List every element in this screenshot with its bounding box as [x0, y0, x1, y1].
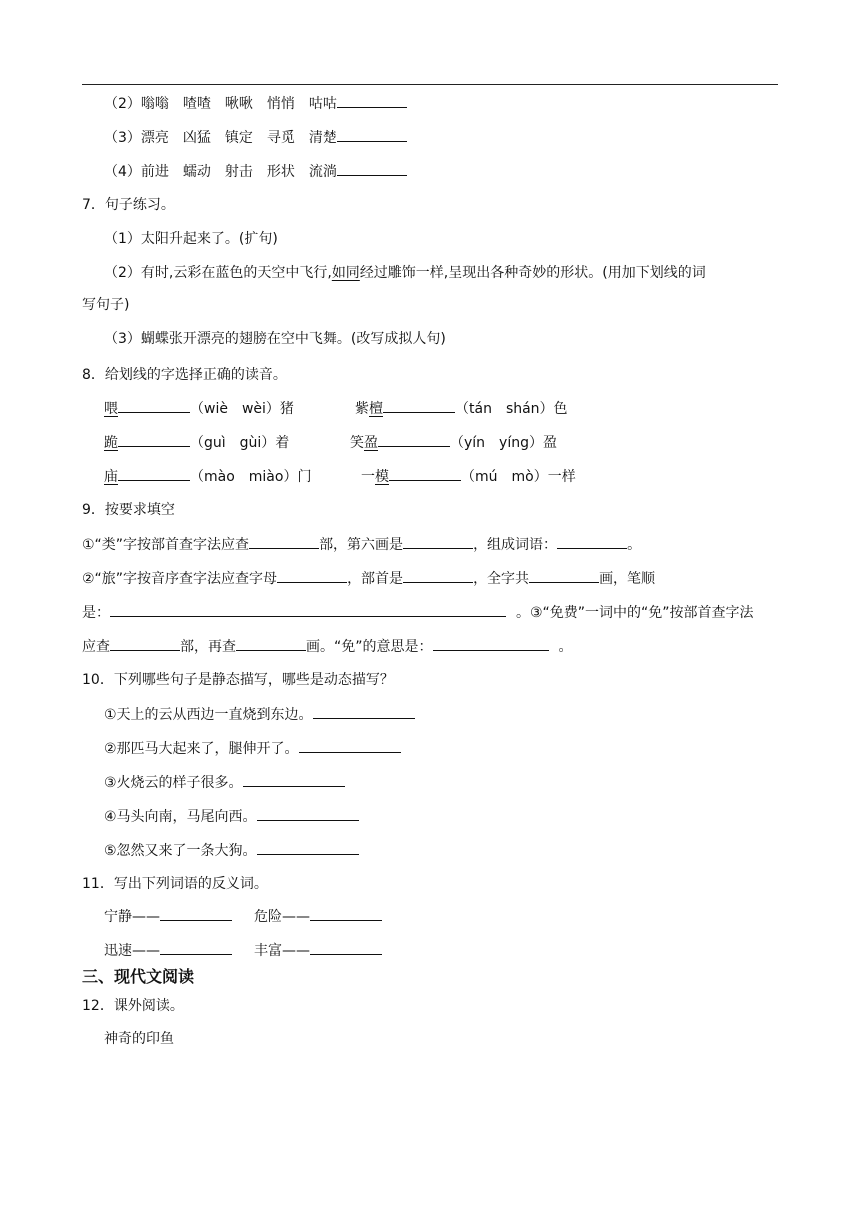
underlined-word: 如同 — [331, 265, 360, 281]
answer-blank[interactable] — [110, 602, 506, 617]
answer-blank[interactable] — [243, 772, 345, 787]
answer-blank[interactable] — [310, 940, 382, 955]
answer-blank[interactable] — [257, 806, 359, 821]
q10-item-5: ⑤忽然又来了一条大狗。 — [104, 840, 359, 861]
answer-blank[interactable] — [310, 906, 382, 921]
q8-title: 8．给划线的字选择正确的读音。 — [82, 367, 287, 383]
answer-blank[interactable] — [433, 636, 549, 651]
q12-title: 12．课外阅读。 — [82, 998, 184, 1014]
q7-sentence-2: （2）有时,云彩在蓝色的天空中飞行,如同经过雕饰一样,呈现出各种奇妙的形状。(用加下划线的词 — [104, 265, 706, 281]
q11-row-2b: 丰富—— — [254, 940, 382, 961]
q7-sentence-2-cont: 写句子) — [82, 297, 130, 313]
q9-line-4: 应查 部，再查 画。“免”的意思是： 。 — [82, 636, 573, 657]
answer-blank[interactable] — [403, 534, 473, 549]
q8-row-2b: 笑盈 （yín yíng）盈 — [350, 432, 557, 453]
answer-blank[interactable] — [118, 398, 190, 413]
q8-row-1b: 紫檀 （tán shán）色 — [355, 398, 568, 419]
answer-blank[interactable] — [389, 466, 461, 481]
q11-row-2a: 迅速—— — [104, 940, 232, 961]
q7-title: 7．句子练习。 — [82, 197, 175, 213]
answer-blank[interactable] — [249, 534, 319, 549]
answer-blank[interactable] — [236, 636, 306, 651]
answer-blank[interactable] — [299, 738, 401, 753]
q8-row-1a: 喂 （wiè wèi）猪 — [104, 398, 294, 419]
answer-blank[interactable] — [529, 568, 599, 583]
q9-line-3: 是： 。③“免费”一词中的“免”按部首查字法 — [82, 602, 754, 623]
answer-blank[interactable] — [337, 127, 407, 142]
q10-item-1: ①天上的云从西边一直烧到东边。 — [104, 704, 415, 725]
q10-title: 10．下列哪些句子是静态描写，哪些是动态描写？ — [82, 672, 394, 688]
answer-blank[interactable] — [313, 704, 415, 719]
q11-row-1b: 危险—— — [254, 906, 382, 927]
answer-blank[interactable] — [403, 568, 473, 583]
q9-line-2: ②“旅”字按音序查字法应查字母 ，部首是 ，全字共 画，笔顺 — [82, 568, 655, 589]
q6-item-4: （4）前进 蠕动 射击 形状 流淌 — [104, 161, 407, 182]
q11-title: 11．写出下列词语的反义词。 — [82, 876, 268, 892]
q9-title: 9．按要求填空 — [82, 502, 175, 518]
q8-row-3b: 一模 （mú mò）一样 — [361, 466, 576, 487]
answer-blank[interactable] — [557, 534, 627, 549]
q9-line-1: ①“类”字按部首查字法应查 部，第六画是 ，组成词语： 。 — [82, 534, 641, 555]
q8-row-2a: 跪 （guì gùi）着 — [104, 432, 289, 453]
answer-blank[interactable] — [378, 432, 450, 447]
header-rule — [82, 84, 778, 85]
answer-blank[interactable] — [118, 432, 190, 447]
answer-blank[interactable] — [110, 636, 180, 651]
answer-blank[interactable] — [160, 906, 232, 921]
q10-item-4: ④马头向南，马尾向西。 — [104, 806, 359, 827]
q6-item-2: （2）嗡嗡 喳喳 啾啾 悄悄 咕咕 — [104, 93, 407, 114]
q7-sentence-3: （3）蝴蝶张开漂亮的翅膀在空中飞舞。(改写成拟人句) — [104, 331, 446, 347]
answer-blank[interactable] — [257, 840, 359, 855]
q8-row-3a: 庙 （mào miào）门 — [104, 466, 311, 487]
answer-blank[interactable] — [337, 161, 407, 176]
q10-item-2: ②那匹马大起来了，腿伸开了。 — [104, 738, 401, 759]
answer-blank[interactable] — [337, 93, 407, 108]
q11-row-1a: 宁静—— — [104, 906, 232, 927]
answer-blank[interactable] — [160, 940, 232, 955]
section-heading: 三、现代文阅读 — [82, 967, 195, 986]
answer-blank[interactable] — [277, 568, 347, 583]
q6-item-3: （3）漂亮 凶猛 镇定 寻觅 清楚 — [104, 127, 407, 148]
passage-title: 神奇的印鱼 — [104, 1031, 174, 1047]
q7-sentence-1: （1）太阳升起来了。(扩句) — [104, 231, 278, 247]
q10-item-3: ③火烧云的样子很多。 — [104, 772, 345, 793]
answer-blank[interactable] — [118, 466, 190, 481]
answer-blank[interactable] — [383, 398, 455, 413]
